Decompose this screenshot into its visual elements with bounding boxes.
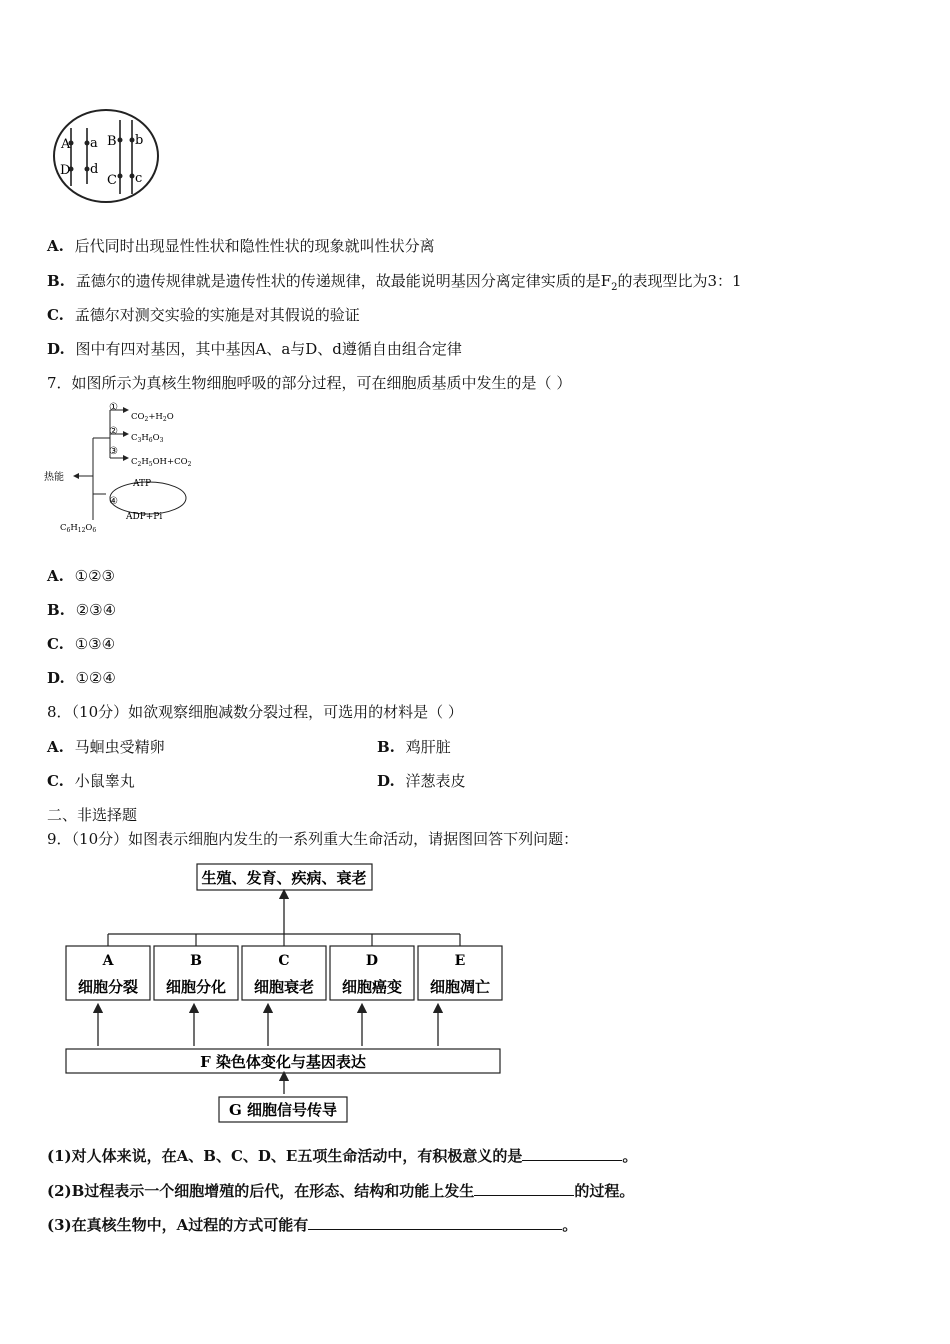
svg-text:细胞凋亡: 细胞凋亡 (429, 978, 491, 996)
gene-label: b (135, 133, 144, 148)
option-key: D. (47, 340, 65, 358)
option-key: C. (47, 772, 64, 790)
svg-text:细胞癌变: 细胞癌变 (341, 978, 403, 996)
respiration-diagram (40, 398, 210, 538)
step-4-label: ④ (109, 496, 118, 507)
option-key: B. (377, 738, 395, 756)
q8-stem: 8．（10分）如欲观察细胞减数分裂过程，可选用的材料是（ ） (47, 703, 463, 721)
q8-option-b[interactable] (377, 737, 451, 757)
option-text: 后代同时出现显性性状和隐性性状的现象就叫性状分离 (74, 237, 435, 255)
option-text: 孟德尔对测交实验的实施是对其假说的验证 (74, 306, 360, 324)
q9-sub1 (47, 1146, 637, 1166)
step-3-label: ③ (109, 446, 118, 457)
atp-label: ATP (133, 479, 152, 489)
option-text: 洋葱表皮 (405, 772, 466, 790)
option-key: D. (47, 669, 65, 687)
option-subscript: 2 (611, 282, 618, 293)
sub2-text: (2)B过程表示一个细胞增殖的后代，在形态、结构和功能上发生 (47, 1182, 475, 1200)
section-heading: 二、非选择题 (47, 806, 138, 824)
box-e (418, 946, 502, 1000)
option-text: 小鼠睾丸 (74, 772, 135, 790)
sub3-text: (3)在真核生物中，A过程的方式可能有 (47, 1216, 309, 1234)
step-1-label: ① (109, 402, 118, 413)
option-text: 图中有四对基因，其中基因A、a与D、d遵循自由组合定律 (75, 340, 462, 358)
adp-label: ADP+Pi (126, 512, 163, 522)
option-text-tail: 的表现型比为3：1 (617, 272, 742, 290)
gene-label: C (107, 173, 117, 188)
q9-sub2 (47, 1181, 634, 1201)
q7-option-a[interactable] (47, 566, 115, 586)
q6-option-c[interactable] (47, 305, 360, 325)
option-text: ①②④ (75, 669, 116, 687)
q8-option-a[interactable] (47, 737, 165, 757)
sub2-suffix: 的过程。 (574, 1182, 635, 1200)
option-key: A. (47, 738, 64, 756)
svg-text:C: C (278, 953, 290, 969)
answer-blank-3[interactable] (308, 1215, 562, 1230)
q9-stem: 9．（10分）如图表示细胞内发生的一系列重大生命活动，请据图回答下列问题： (47, 830, 579, 848)
q6-option-d[interactable] (47, 339, 462, 359)
svg-text:细胞分裂: 细胞分裂 (77, 978, 139, 996)
q6-option-a[interactable] (47, 236, 435, 256)
f-box-label: F 染色体变化与基因表达 (200, 1053, 366, 1071)
sub3-suffix: 。 (562, 1216, 578, 1234)
box-a (66, 946, 150, 1000)
gene-label: c (135, 171, 143, 186)
q7-option-d[interactable] (47, 668, 116, 688)
option-text: 孟德尔的遗传规律就是遗传性状的传递规律，故最能说明基因分离定律实质的是F (75, 272, 612, 290)
cell-activity-diagram (60, 858, 510, 1128)
option-text: 鸡肝脏 (405, 738, 451, 756)
step-2-label: ② (109, 426, 118, 437)
gene-label: B (107, 134, 117, 149)
option-key: C. (47, 306, 64, 324)
svg-text:B: B (190, 953, 202, 969)
svg-text:细胞衰老: 细胞衰老 (253, 978, 315, 996)
chromosome-diagram (48, 106, 164, 206)
q8-option-d[interactable] (377, 771, 466, 791)
q7-option-c[interactable] (47, 634, 115, 654)
option-key: B. (47, 272, 65, 290)
q6-option-b[interactable] (47, 271, 742, 298)
option-text: ①②③ (74, 567, 115, 585)
top-box-label: 生殖、发育、疾病、衰老 (201, 869, 367, 887)
gene-label: d (90, 162, 99, 177)
product-ethanol: $C_2H_5OH+CO_2$ (131, 457, 192, 468)
q7-option-b[interactable] (47, 600, 116, 620)
gene-label: A (61, 137, 71, 152)
sub1-text: (1)对人体来说，在A、B、C、D、E五项生命活动中，有积极意义的是 (47, 1147, 523, 1165)
option-key: D. (377, 772, 395, 790)
box-d (330, 946, 414, 1000)
g-box-label: G 细胞信号传导 (228, 1101, 338, 1119)
glucose-label: $C_6H_{12}O_6$ (60, 523, 97, 534)
answer-blank-1[interactable] (522, 1146, 622, 1161)
q7-stem: 7．如图所示为真核生物细胞呼吸的部分过程，可在细胞质基质中发生的是（ ） (47, 374, 572, 392)
option-text: ②③④ (75, 601, 117, 619)
svg-text:D: D (365, 953, 379, 969)
svg-text:细胞分化: 细胞分化 (165, 978, 227, 996)
sub1-suffix: 。 (622, 1147, 638, 1165)
gene-label: D (60, 163, 71, 178)
box-b (154, 946, 238, 1000)
q8-option-c[interactable] (47, 771, 135, 791)
svg-text:E: E (454, 953, 466, 969)
option-key: A. (47, 237, 64, 255)
answer-blank-2[interactable] (474, 1181, 574, 1196)
product-lactic-acid: $C_3H_6O_3$ (131, 433, 164, 444)
heat-label: 热能 (44, 472, 64, 483)
product-co2-h2o: $CO_2+H_2O$ (131, 412, 174, 423)
option-key: C. (47, 635, 64, 653)
option-text: 马蛔虫受精卵 (74, 738, 165, 756)
box-c (242, 946, 326, 1000)
option-key: A. (47, 567, 64, 585)
q9-sub3 (47, 1215, 577, 1235)
gene-label: a (90, 136, 98, 151)
option-key: B. (47, 601, 65, 619)
svg-text:A: A (102, 953, 114, 969)
option-text: ①③④ (74, 635, 116, 653)
